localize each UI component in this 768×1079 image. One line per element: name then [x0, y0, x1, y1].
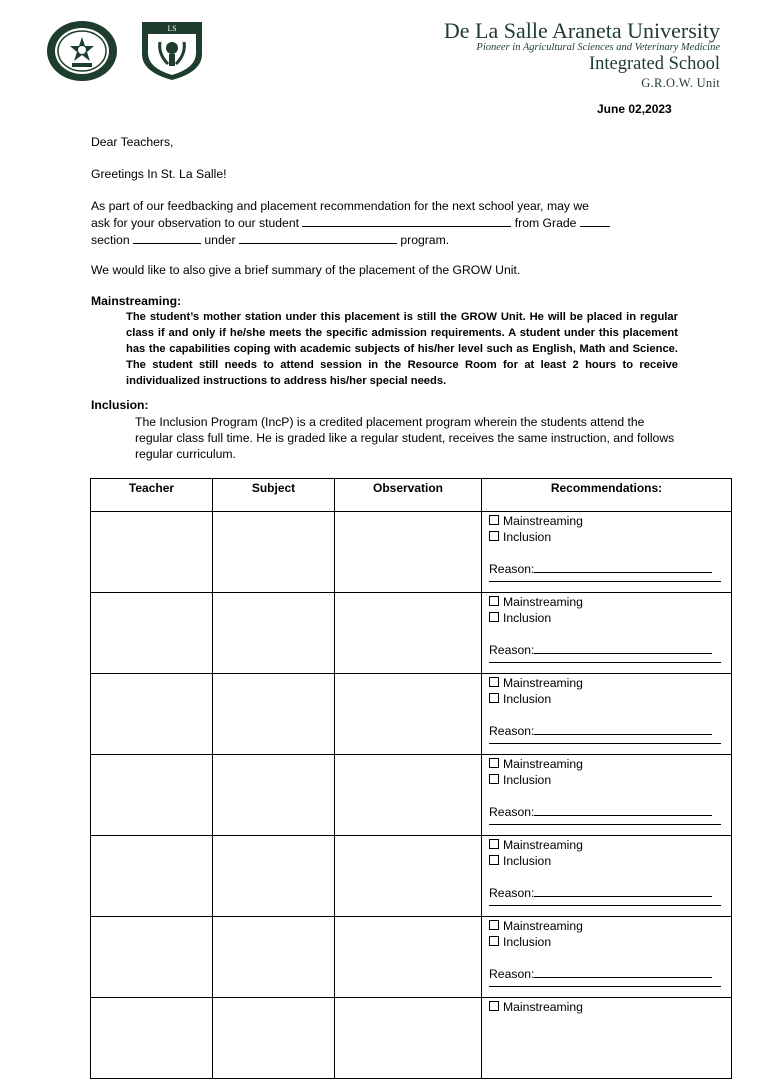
mainstreaming-option[interactable]: [489, 918, 725, 934]
subject-column-header: Subject: [213, 479, 335, 512]
greeting: Greetings In St. La Salle!: [91, 167, 227, 181]
subject-cell[interactable]: [213, 917, 335, 998]
inclusion-label: Inclusion: [503, 692, 552, 706]
letter-date: June 02,2023: [597, 102, 672, 116]
observation-cell[interactable]: [335, 755, 482, 836]
observation-cell[interactable]: [335, 917, 482, 998]
inclusion-label: Inclusion: [503, 530, 552, 544]
observation-cell[interactable]: [335, 512, 482, 593]
checkbox-icon[interactable]: [489, 1001, 499, 1011]
reason-label: Reason:: [489, 886, 535, 900]
checkbox-icon[interactable]: [489, 920, 499, 930]
reason-blank-line2[interactable]: [489, 739, 721, 744]
inclusion-heading: Inclusion:: [91, 398, 149, 412]
mainstreaming-option[interactable]: [489, 513, 725, 529]
teacher-cell[interactable]: [91, 917, 213, 998]
school-name: Integrated School: [589, 54, 720, 74]
reason-blank[interactable]: [534, 884, 712, 897]
para1-program-text: program.: [400, 233, 450, 247]
shield-label: I.S: [167, 24, 177, 33]
inclusion-label: Inclusion: [503, 773, 552, 787]
checkbox-icon[interactable]: [489, 774, 499, 784]
university-name: De La Salle Araneta University: [443, 18, 720, 43]
mainstreaming-label: Mainstreaming: [503, 757, 583, 771]
teacher-cell[interactable]: [91, 512, 213, 593]
checkbox-icon[interactable]: [489, 693, 499, 703]
recommendations-column-header: Recommendations:: [482, 479, 732, 512]
recommendation-cell: [482, 512, 732, 593]
table-row: [91, 593, 732, 674]
observation-column-header: Observation: [335, 479, 482, 512]
recommendation-cell: [482, 755, 732, 836]
mainstreaming-option[interactable]: [489, 837, 725, 853]
observation-cell[interactable]: [335, 593, 482, 674]
observation-cell[interactable]: [335, 836, 482, 917]
checkbox-icon[interactable]: [489, 855, 499, 865]
salutation: Dear Teachers,: [91, 135, 174, 149]
subject-cell[interactable]: [213, 755, 335, 836]
mainstreaming-label: Mainstreaming: [503, 595, 583, 609]
teacher-cell[interactable]: [91, 998, 213, 1079]
integrated-school-shield-logo: [138, 20, 206, 82]
subject-cell[interactable]: [213, 674, 335, 755]
checkbox-icon[interactable]: [489, 515, 499, 525]
grade-blank[interactable]: [580, 214, 610, 227]
reason-blank-line2[interactable]: [489, 982, 721, 987]
reason-blank[interactable]: [534, 965, 712, 978]
mainstreaming-description: The student’s mother station under this placement is still the GROW Unit. He will be placed in regular class if and only if he/she meets the specific admission requirements. A student under this placement has the capabilities coping with academic subjects of his/her level such as English, Math and Science. The student still needs to attend session in the Resource Room for at least 2 hours to receive individualized instructions to address his/her special needs.: [126, 311, 678, 387]
reason-label: Reason:: [489, 805, 535, 819]
inclusion-label: Inclusion: [503, 854, 552, 868]
reason-blank-line2[interactable]: [489, 820, 721, 825]
mainstreaming-option[interactable]: [489, 999, 725, 1015]
university-seal-logo: [46, 20, 118, 82]
para1-line1: As part of our feedbacking and placement recommendation for the next school year, may we: [91, 199, 589, 213]
para1-under-text: under: [204, 233, 236, 247]
observation-cell[interactable]: [335, 674, 482, 755]
teacher-cell[interactable]: [91, 593, 213, 674]
inclusion-option[interactable]: [489, 691, 725, 707]
recommendation-cell: [482, 917, 732, 998]
recommendation-table: [90, 478, 732, 1079]
checkbox-icon[interactable]: [489, 612, 499, 622]
subject-cell[interactable]: [213, 593, 335, 674]
mainstreaming-option[interactable]: [489, 594, 725, 610]
reason-label: Reason:: [489, 643, 535, 657]
inclusion-description: The Inclusion Program (IncP) is a credited placement program wherein the students attend the regular class full time. He is graded like a regular student, receives the same instruction, and follows regular curriculum.: [135, 415, 675, 461]
mainstreaming-label: Mainstreaming: [503, 676, 583, 690]
recommendation-cell: [482, 836, 732, 917]
table-row: [91, 917, 732, 998]
subject-cell[interactable]: [213, 836, 335, 917]
para1-student-text: ask for your observation to our student: [91, 216, 299, 230]
reason-blank[interactable]: [534, 803, 712, 816]
summary-paragraph: We would like to also give a brief summary of the placement of the GROW Unit.: [91, 263, 521, 277]
inclusion-option[interactable]: [489, 934, 725, 950]
reason-label: Reason:: [489, 724, 535, 738]
mainstreaming-option[interactable]: [489, 675, 725, 691]
inclusion-option[interactable]: [489, 853, 725, 869]
checkbox-icon[interactable]: [489, 758, 499, 768]
table-row: [91, 674, 732, 755]
checkbox-icon[interactable]: [489, 936, 499, 946]
section-blank[interactable]: [133, 231, 201, 244]
teacher-column-header: Teacher: [91, 479, 213, 512]
table-row: [91, 755, 732, 836]
observation-cell[interactable]: [335, 998, 482, 1079]
checkbox-icon[interactable]: [489, 596, 499, 606]
subject-cell[interactable]: [213, 512, 335, 593]
university-motto: Pioneer in Agricultural Sciences and Veterinary Medicine: [476, 42, 720, 53]
table-row: [91, 836, 732, 917]
unit-name: G.R.O.W. Unit: [641, 76, 720, 90]
inclusion-option[interactable]: [489, 610, 725, 626]
reason-blank-line2[interactable]: [489, 901, 721, 906]
reason-label: Reason:: [489, 967, 535, 981]
teacher-cell[interactable]: [91, 755, 213, 836]
checkbox-icon[interactable]: [489, 531, 499, 541]
student-name-blank[interactable]: [302, 214, 511, 227]
mainstreaming-label: Mainstreaming: [503, 838, 583, 852]
inclusion-option[interactable]: [489, 529, 725, 545]
mainstreaming-heading: Mainstreaming:: [91, 294, 182, 308]
reason-blank[interactable]: [534, 722, 712, 735]
reason-label: Reason:: [489, 562, 535, 576]
teacher-cell[interactable]: [91, 836, 213, 917]
table-row: [91, 998, 732, 1079]
reason-blank[interactable]: [534, 641, 712, 654]
inclusion-option[interactable]: [489, 772, 725, 788]
recommendation-cell: [482, 593, 732, 674]
subject-cell[interactable]: [213, 998, 335, 1079]
request-paragraph: [91, 198, 671, 248]
mainstreaming-label: Mainstreaming: [503, 514, 583, 528]
inclusion-label: Inclusion: [503, 611, 552, 625]
checkbox-icon[interactable]: [489, 677, 499, 687]
recommendation-cell: [482, 998, 732, 1079]
para1-grade-text: from Grade: [514, 216, 577, 230]
inclusion-label: Inclusion: [503, 935, 552, 949]
checkbox-icon[interactable]: [489, 839, 499, 849]
para1-section-text: section: [91, 233, 130, 247]
teacher-cell[interactable]: [91, 674, 213, 755]
reason-blank[interactable]: [534, 560, 712, 573]
mainstreaming-label: Mainstreaming: [503, 919, 583, 933]
program-blank[interactable]: [239, 231, 397, 244]
mainstreaming-option[interactable]: [489, 756, 725, 772]
table-row: [91, 512, 732, 593]
recommendation-cell: [482, 674, 732, 755]
reason-blank-line2[interactable]: [489, 577, 721, 582]
reason-blank-line2[interactable]: [489, 658, 721, 663]
table-header-row: [91, 479, 732, 512]
mainstreaming-label: Mainstreaming: [503, 1000, 583, 1014]
